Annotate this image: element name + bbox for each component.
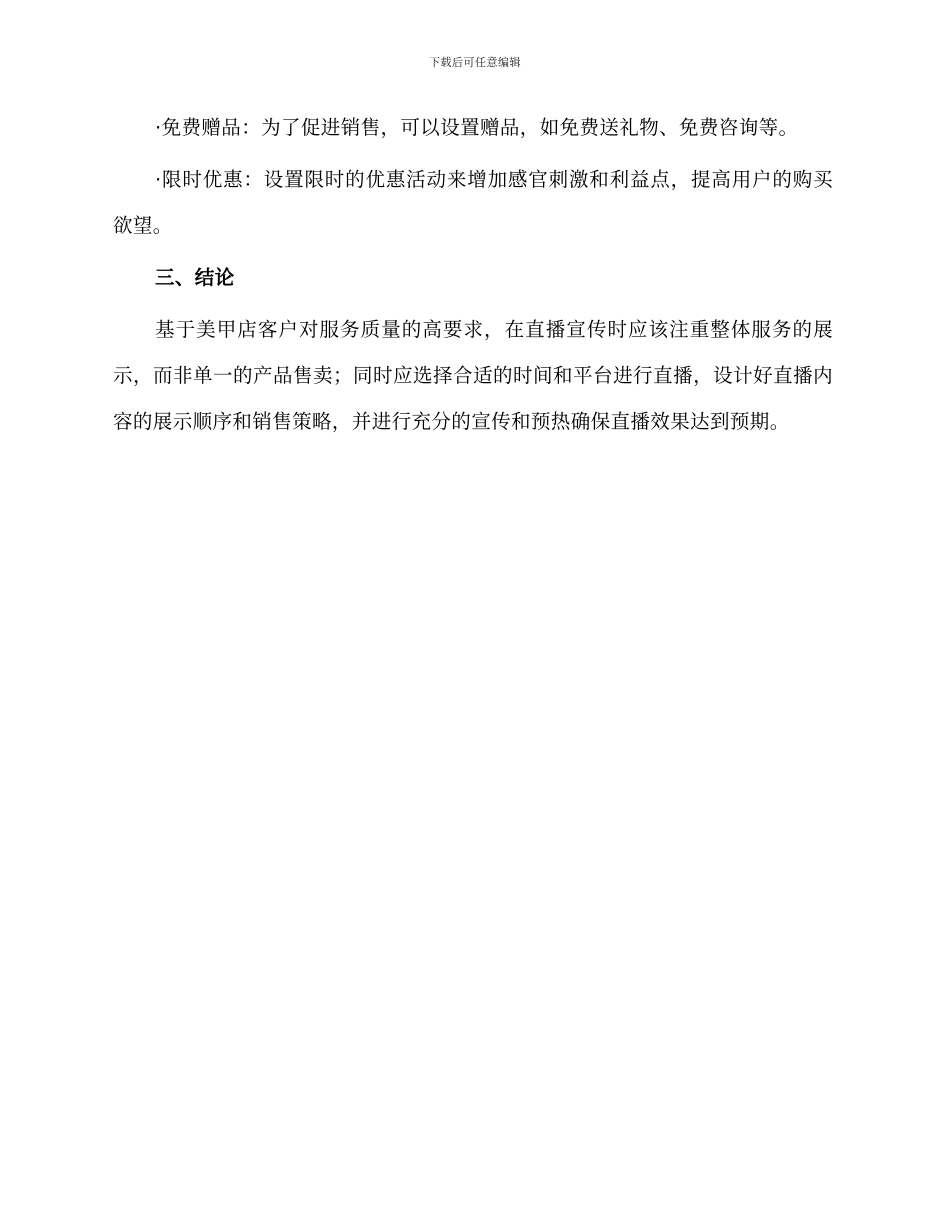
- conclusion-paragraph: 基于美甲店客户对服务质量的高要求，在直播宣传时应该注重整体服务的展示，而非单一的产品售卖；同时应选择合适的时间和平台进行直播，设计好直播内容的展示顺序和销售策略，并进行充分的宣传和预热确保直播效果达到预期。: [113, 318, 833, 433]
- document-body: [113, 105, 833, 451]
- bullet-limited-time-offer: ·限时优惠：设置限时的优惠活动来增加感官刺激和利益点，提高用户的购买欲望。: [113, 168, 833, 237]
- section-heading-conclusion: 三、结论: [155, 266, 235, 289]
- bullet-free-gift: ·免费赠品：为了促进销售，可以设置赠品，如免费送礼物、免费咨询等。: [155, 116, 799, 139]
- page-header: 下载后可任意编辑: [429, 56, 521, 69]
